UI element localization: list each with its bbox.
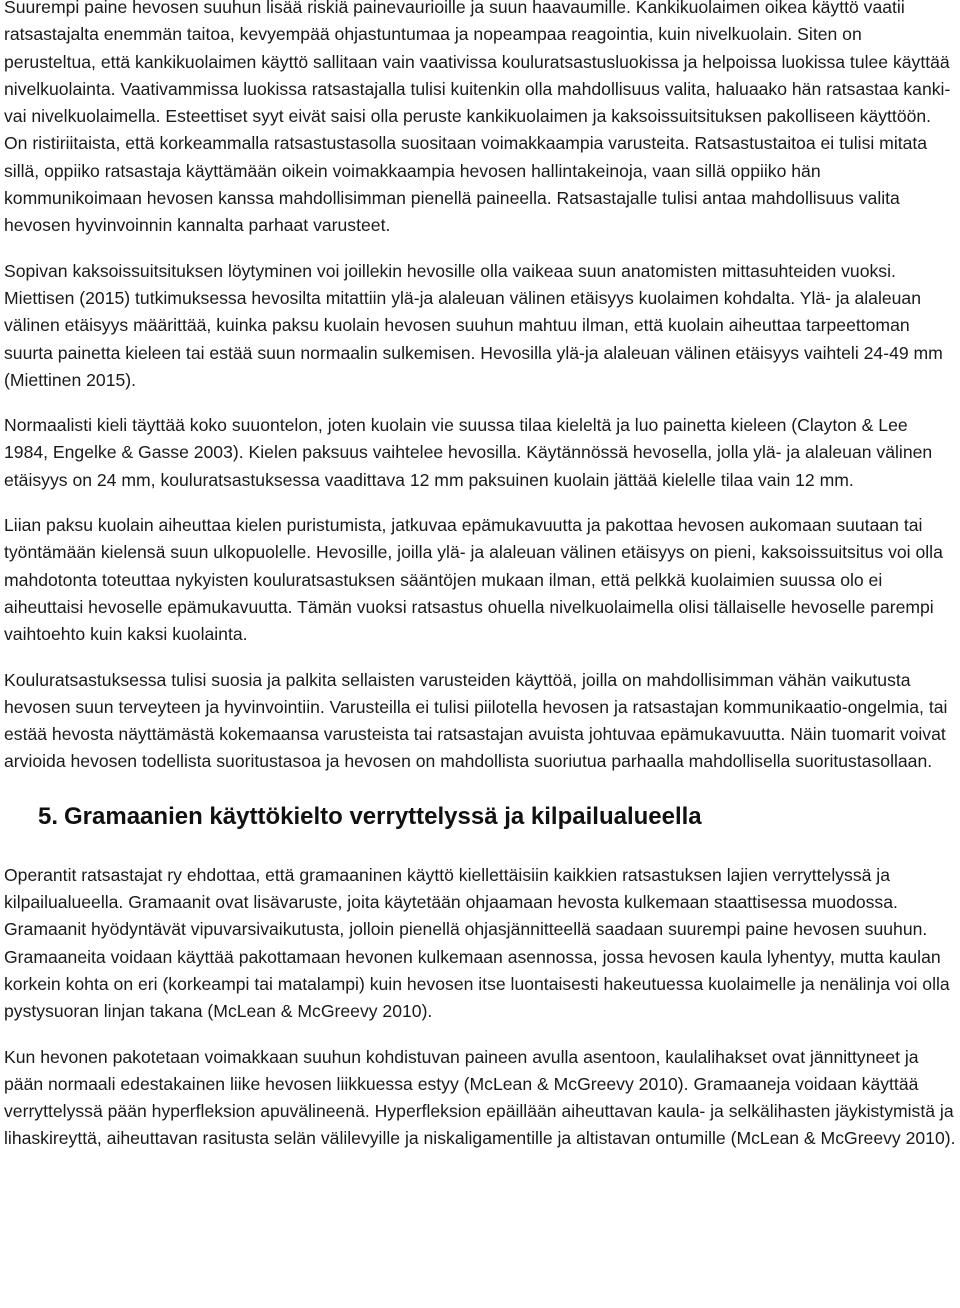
- paragraph-bits-pressure: Suurempi paine hevosen suuhun lisää riskiä painevaurioille ja suun haavaumille. Kankikuolaimen oikea käyttö vaatii ratsastajalta enemmän taitoa, kevyempää ohjastuntumaa ja nopeampaa reagointia, kuin nivelkuolain. Siten on perusteltua, että kankikuolaimen käyttö sallitaan vain vaativissa kouluratsastusluokissa ja helpoissa luokissa tulee käyttää nivelkuolainta. Vaativammissa luokissa ratsastajalla tulisi kuitenkin olla mahdollisuus valita, haluaako hän ratsastaa kanki- vai nivelkuolaimella. Esteettiset syyt eivät saisi olla peruste kankikuolaimen ja kaksoissuitsituksen pakolliseen käyttöön. On ristiriitaista, että korkeammalla ratsastustasolla suositaan voimakkaampia varusteita. Ratsastustaitoa ei tulisi mitata sillä, oppiiko ratsastaja käyttämään oikein voimakkaampia hevosen hallintakeinoja, vaan sillä oppiiko hän kommunikoimaan hevosen kanssa mahdollisimman pienellä paineella. Ratsastajalle tulisi antaa mahdollisuus valita hevosen hyvinvoinnin kannalta parhaat varusteet.: [4, 0, 951, 236]
- section-heading: [38, 802, 956, 832]
- paragraph-double-bridle-fit: Sopivan kaksoissuitsituksen löytyminen voi joillekin hevosille olla vaikeaa suun anatomisten mittasuhteiden vuoksi. Miettisen (2015) tutkimuksessa hevosilta mitattiin ylä-ja alaleuan välinen etäisyys kuolaimen kohdalta. Ylä- ja alaleuan välinen etäisyys määrittää, kuinka paksu kuolain hevosen suuhun mahtuu ilman, että kuolain aiheuttaa tarpeettoman suurta painetta kieleen tai estää suun normaalin sulkemisen. Hevosilla ylä-ja alaleuan välinen etäisyys vaihteli 24-49 mm (Miettinen 2015).: [4, 260, 943, 390]
- paragraph-equipment-welfare: Kouluratsastuksessa tulisi suosia ja palkita sellaisten varusteiden käyttöä, joilla on mahdollisimman vähän vaikutusta hevosen suun terveyteen ja hyvinvointiin. Varusteilla ei tulisi piilotella hevosen ja ratsastajan kommunikaatio-ongelmia, tai estää hevosta näyttämästä kokemaansa varusteista tai ratsastajan avuista johtuvaa epämukavuutta. Näin tuomarit voivat arvioida hevosen todellista suoritustasoa ja hevosen on mahdollista suoriutua parhaalla mahdollisella suoritustasollaan.: [4, 669, 948, 772]
- section-number: 5.: [38, 802, 59, 830]
- section-title: Gramaanien käyttökielto verryttelyssä ja kilpailualueella: [64, 802, 702, 830]
- paragraph-tongue-space: Normaalisti kieli täyttää koko suuontelon, joten kuolain vie suussa tilaa kieleltä ja luo painetta kieleen (Clayton & Lee 1984, Engelke & Gasse 2003). Kielen paksuus vaihtelee hevosilla. Käytännössä hevosella, jolla ylä- ja alaleuan välinen etäisyys on 24 mm, kouluratsastuksessa vaadittava 12 mm paksuinen kuolain jättää kielelle tilaa vain 12 mm.: [4, 415, 933, 490]
- paragraph-thick-bit: Liian paksu kuolain aiheuttaa kielen puristumista, jatkuvaa epämukavuutta ja pakottaa hevosen aukomaan suutaan tai työntämään kielensä suun ulkopuolelle. Hevosille, joilla ylä- ja alaleuan välinen etäisyys on pieni, kaksoissuitsitus voi olla mahdotonta toteuttaa nykyisten kouluratsastuksen sääntöjen mukaan ilman, että pelkkä kuolaimien suussa olo ei aiheuttaisi hevoselle epämukavuutta. Tämän vuoksi ratsastus ohuella nivelkuolaimella olisi tällaiselle hevoselle parempi vaihtoehto kuin kaksi kuolainta.: [4, 515, 943, 645]
- paragraph-draw-reins-ban: Operantit ratsastajat ry ehdottaa, että gramaaninen käyttö kiellettäisiin kaikkien ratsastuksen lajien verryttelyssä ja kilpailualueella. Gramaanit ovat lisävaruste, joita käytetään ohjaamaan hevosta kulkemaan staattisessa muodossa. Gramaanit hyödyntävät vipuvarsivaikutusta, jolloin pienellä ohjasjännitteellä saadaan suurempi paine hevosen suuhun. Gramaaneita voidaan käyttää pakottamaan hevonen kulkemaan asennossa, jossa hevosen kaula lyhentyy, mutta kaulan korkein kohta on eri (korkeampi tai matalampi) kuin hevosen itse luontaisesti hakeutuessa kuolaimelle ja nenälinja voi olla pystysuoran linjan takana (McLean & McGreevy 2010).: [4, 864, 950, 1022]
- paragraph-hyperflexion: Kun hevonen pakotetaan voimakkaan suuhun kohdistuvan paineen avulla asentoon, kaulalihakset ovat jännittyneet ja pään normaali edestakainen liike hevosen liikkuessa estyy (McLean & McGreevy 2010). Gramaaneja voidaan käyttää verryttelyssä pään hyperfleksion apuvälineenä. Hyperfleksion epäillään aiheuttavan kaula- ja selkälihasten jäykistymistä ja lihaskireyttä, aiheuttavan rasitusta selän välilevyille ja niskaligamentille ja altistavan ontumille (McLean & McGreevy 2010).: [4, 1046, 956, 1149]
